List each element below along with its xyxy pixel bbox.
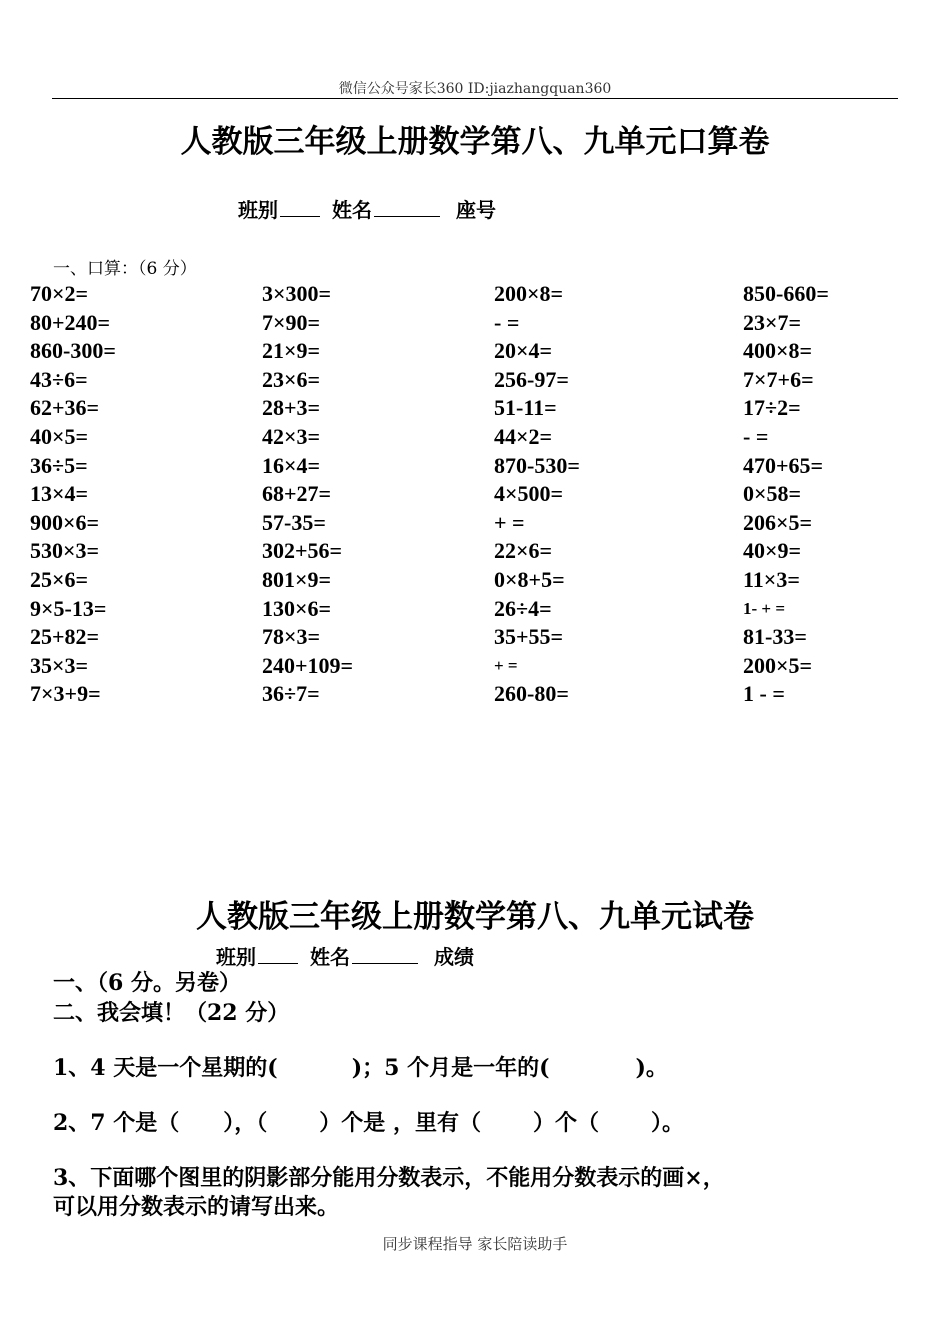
arithmetic-problem: 200×8= [494,281,564,306]
seat-label: 座号 [456,198,496,222]
arithmetic-problem: 260-80= [494,681,569,707]
arithmetic-problem: 7×7+6= [743,366,814,392]
section-oral-label: 一、口算：（6 分） [53,259,197,279]
q2-text-c: ）个是 ，里有（ [319,1110,481,1136]
question-1 [53,1051,668,1082]
q2-text-b: ），（ [223,1110,268,1136]
arithmetic-problem: 850-660= [743,281,829,306]
oral-arithmetic-title: 人教版三年级上册数学第八、九单元口算卷 [180,124,770,160]
arithmetic-problem: 256-97= [494,366,569,392]
arithmetic-problem: 62+36= [30,395,100,421]
name-label: 姓名 [310,945,350,969]
arithmetic-problem: 1 - = [743,681,785,707]
arithmetic-problem: 4×500= [494,481,564,507]
arithmetic-problem: 43÷6= [30,366,88,392]
arithmetic-problem: 21×9= [262,338,321,364]
score-label: 成绩 [434,945,474,969]
arithmetic-problem: 40×5= [30,423,89,449]
header-divider [52,98,898,99]
arithmetic-problem: 302+56= [262,538,343,564]
arithmetic-problem: 0×58= [743,481,802,507]
page-header: 微信公众号家长360 ID:jiazhangquan360 [338,81,612,97]
arithmetic-problem: 36÷7= [262,681,320,707]
q2-text-a: 2、7 个是（ [53,1110,180,1136]
arithmetic-problem: 130×6= [262,595,332,621]
arithmetic-problem: 17÷2= [743,395,801,421]
arithmetic-problem: 25×6= [30,566,89,592]
arithmetic-problem: 801×9= [262,566,332,592]
arithmetic-problem: 70×2= [30,281,89,306]
arithmetic-problem: 11×3= [743,566,800,592]
arithmetic-problem: + = [494,655,518,675]
arithmetic-problem: 28+3= [262,395,321,421]
arithmetic-problem: 206×5= [743,509,813,535]
arithmetic-problem: 240+109= [262,652,354,678]
arithmetic-problem: 200×5= [743,652,813,678]
part-one-heading: 一、（6 分。另卷） [53,970,241,996]
q2-text-d: ）个（ [532,1110,599,1136]
arithmetic-problem: 40×9= [743,538,802,564]
arithmetic-problem: 23×6= [262,366,321,392]
arithmetic-column-1 [30,280,116,709]
class-label: 班别 [216,945,256,969]
arithmetic-problem: 36÷5= [30,452,88,478]
arithmetic-problem: 81-33= [743,624,807,650]
arithmetic-problem: 1- + = [743,598,786,618]
arithmetic-problem: 7×90= [262,309,321,335]
arithmetic-problem: 35×3= [30,652,89,678]
name-blank[interactable] [352,943,418,964]
student-info-line-2 [216,941,474,970]
arithmetic-problem: 870-530= [494,452,580,478]
arithmetic-problem: 23×7= [743,309,802,335]
name-blank[interactable] [374,196,440,217]
question-3-line-2: 可以用分数表示的请写出来。 [53,1194,340,1220]
arithmetic-problem: 80+240= [30,309,111,335]
arithmetic-problem: 900×6= [30,509,100,535]
student-info-line [238,194,496,223]
question-3-line-1: 3、下面哪个图里的阴影部分能用分数表示，不能用分数表示的画×， [53,1165,725,1191]
q1-text-b: )；5 个月是一年的( [351,1055,550,1081]
class-blank[interactable] [280,196,320,217]
arithmetic-problem: 22×6= [494,538,553,564]
arithmetic-column-3 [494,280,580,709]
class-blank[interactable] [258,943,298,964]
arithmetic-problem: 20×4= [494,338,553,364]
arithmetic-problem: 35+55= [494,624,564,650]
class-label: 班别 [238,198,278,222]
arithmetic-problem: + = [494,509,525,535]
arithmetic-problem: 78×3= [262,624,321,650]
arithmetic-problem: 860-300= [30,338,116,364]
arithmetic-problem: 57-35= [262,509,326,535]
arithmetic-column-2 [262,280,353,709]
arithmetic-problem: 16×4= [262,452,321,478]
arithmetic-problem: 26÷4= [494,595,552,621]
arithmetic-problem: 42×3= [262,423,321,449]
exam-title: 人教版三年级上册数学第八、九单元试卷 [196,899,754,935]
arithmetic-problem: 530×3= [30,538,100,564]
q1-text-a: 1、4 天是一个星期的( [53,1055,278,1081]
arithmetic-problem: 3×300= [262,281,332,306]
arithmetic-problem: - = [494,309,520,335]
arithmetic-problem: 25+82= [30,624,100,650]
arithmetic-problem: 68+27= [262,481,332,507]
arithmetic-problem: 0×8+5= [494,566,565,592]
arithmetic-problem: 9×5-13= [30,595,107,621]
arithmetic-problem: 51-11= [494,395,557,421]
page-footer: 同步课程指导 家长陪读助手 [382,1235,568,1253]
q1-text-c: )。 [635,1055,668,1081]
arithmetic-problem: 13×4= [30,481,89,507]
arithmetic-problem: 400×8= [743,338,813,364]
part-two-heading: 二、我会填！（22 分） [53,1000,290,1026]
arithmetic-problem: 44×2= [494,423,553,449]
arithmetic-problem: 470+65= [743,452,824,478]
arithmetic-problem: - = [743,423,769,449]
question-2 [53,1106,684,1137]
arithmetic-column-4 [743,280,829,709]
name-label: 姓名 [332,198,372,222]
arithmetic-problem: 7×3+9= [30,681,101,707]
q2-text-e: ）。 [650,1110,684,1136]
